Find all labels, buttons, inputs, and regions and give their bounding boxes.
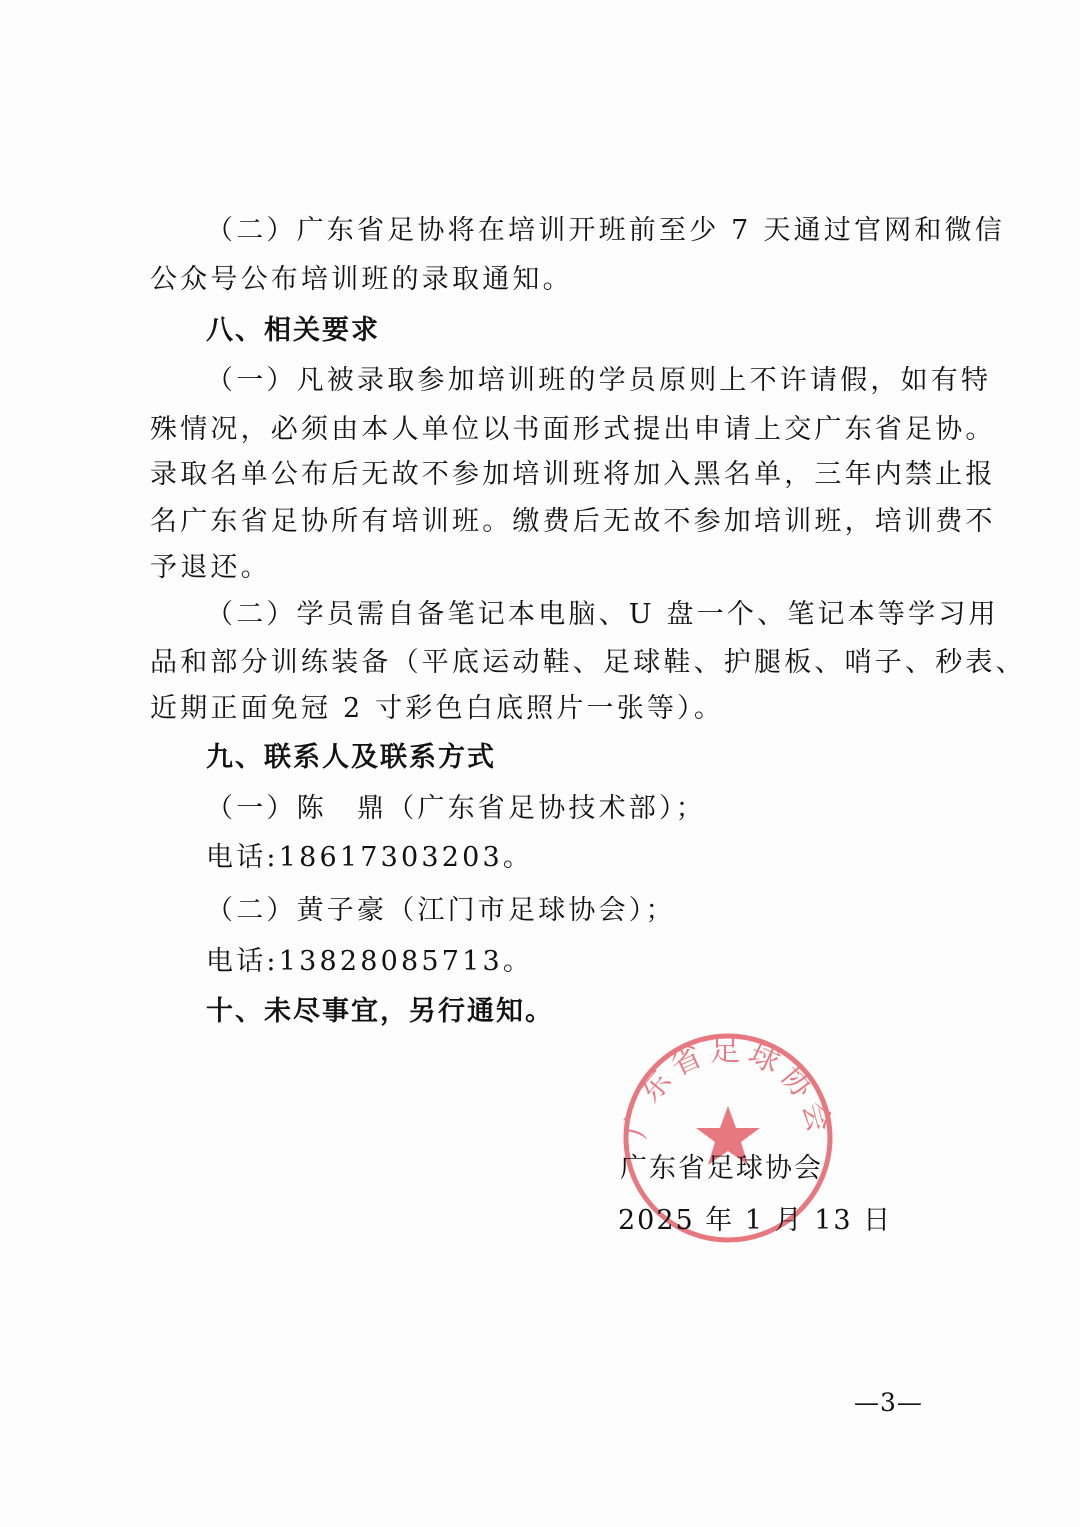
paragraph-line: （二）学员需自备笔记本电脑、U 盘一个、笔记本等学习用	[206, 599, 999, 630]
phone-line: 电话:18617303203。	[206, 842, 534, 873]
section-heading: 九、联系人及联系方式	[206, 742, 496, 773]
signature-date: 2025 年 1 月 13 日	[618, 1205, 893, 1236]
section-heading: 十、未尽事宜，另行通知。	[206, 996, 554, 1027]
paragraph-line: 公众号公布培训班的录取通知。	[150, 264, 573, 295]
contact-line: （一）陈 鼎（广东省足协技术部）；	[206, 793, 706, 824]
seal-text: 广东省足球协会	[618, 1033, 838, 1142]
section-heading: 八、相关要求	[206, 315, 380, 346]
paragraph-line: 予退还。	[150, 552, 271, 583]
paragraph-line: 近期正面免冠 2 寸彩色白底照片一张等）。	[150, 693, 725, 724]
paragraph-line: 录取名单公布后无故不参加培训班将加入黑名单，三年内禁止报	[150, 459, 996, 490]
paragraph-line: 殊情况，必须由本人单位以书面形式提出申请上交广东省足协。	[150, 414, 996, 445]
paragraph-line: （二）广东省足协将在培训开班前至少 7 天通过官网和微信	[206, 215, 1005, 246]
page-number: —3—	[854, 1388, 923, 1417]
paragraph-line: 品和部分训练装备（平底运动鞋、足球鞋、护腿板、哨子、秒表、	[150, 647, 1026, 678]
phone-line: 电话:13828085713。	[206, 946, 534, 977]
signature-organization: 广东省足球协会	[620, 1153, 823, 1184]
paragraph-line: （一）凡被录取参加培训班的学员原则上不许请假，如有特	[206, 365, 992, 396]
paragraph-line: 名广东省足协所有培训班。缴费后无故不参加培训班，培训费不	[150, 506, 996, 537]
contact-line: （二）黄子豪（江门市足球协会）；	[206, 895, 676, 926]
